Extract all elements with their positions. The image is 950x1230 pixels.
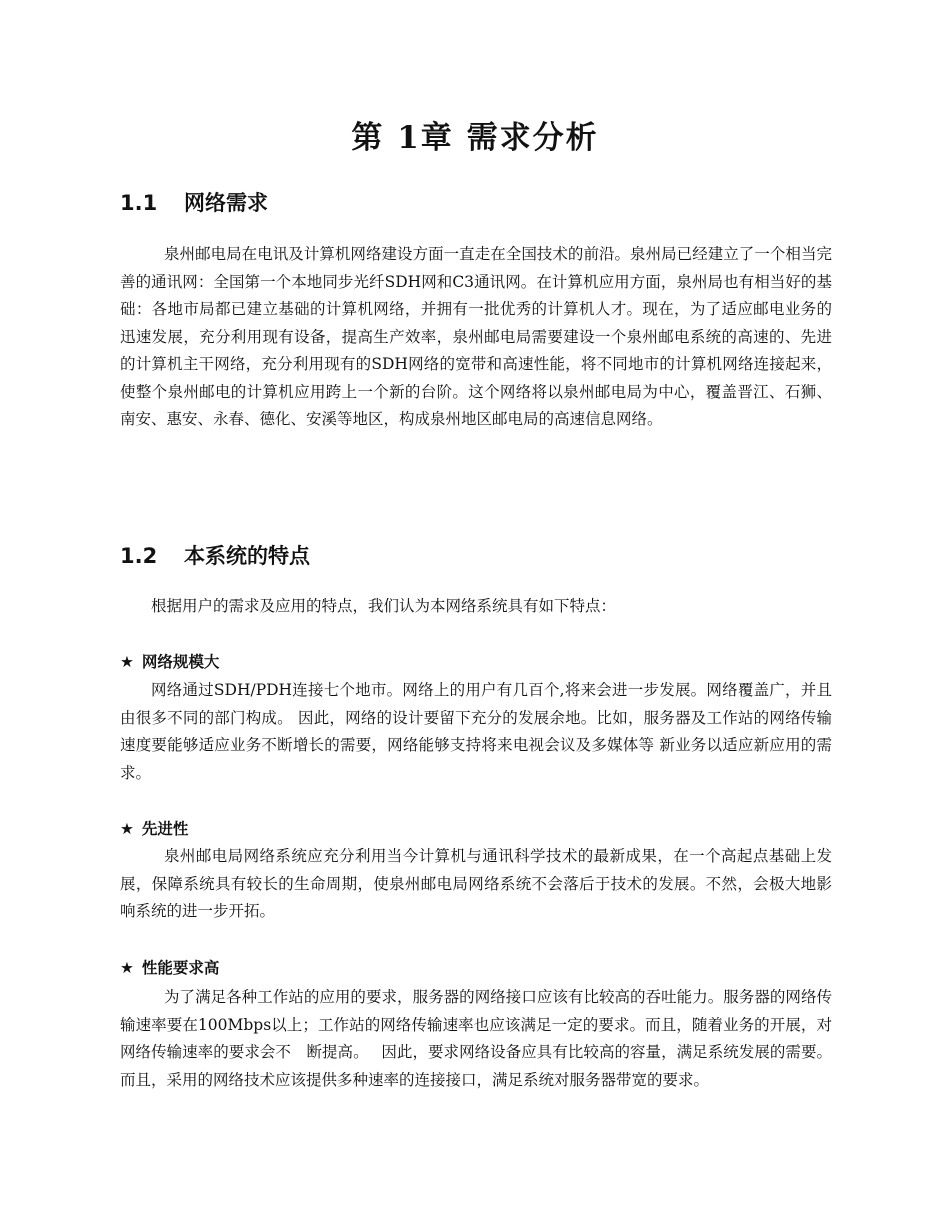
section-1-1-paragraph: 泉州邮电局在电讯及计算机网络建设方面一直走在全国技术的前沿。泉州局已经建立了一个相当完善的通讯网：全国第一个本地同步光纤SDH网和C3通讯网。在计算机应用方面，泉州局也有相当好的基础：各地市局都已建立基础的计算机网络，并拥有一批优秀的计算机人才。现在，为了适应邮电业务的迅速发展，充分利用现有设备，提高生产效率，泉州邮电局需要建设一个泉州邮电系统的高速的、先进的计算机主干网络，充分利用现有的SDH网络的宽带和高速性能，将不同地市的计算机网络连接起来，使整个泉州邮电的计算机应用跨上一个新的台阶。这个网络将以泉州邮电局为中心，覆盖晋江、石狮、南安、惠安、永春、德化、安溪等地区，构成泉州地区邮电局的高速信息网络。 xyxy=(120,245,832,428)
star-icon: ★ xyxy=(120,959,134,977)
star-icon: ★ xyxy=(120,820,134,838)
section-1-2-intro: 根据用户的需求及应用的特点，我们认为本网络系统具有如下特点： xyxy=(151,597,617,615)
chapter-title: 第 1章 需求分析 xyxy=(351,120,599,156)
feature-title-scale xyxy=(120,651,219,673)
feature-title-text: 性能要求高 xyxy=(141,959,220,977)
feature-title-text: 网络规模大 xyxy=(141,653,220,671)
feature-title-text: 先进性 xyxy=(141,820,189,838)
section-number: 1.2 xyxy=(120,544,158,568)
section-title: 本系统的特点 xyxy=(184,544,310,568)
feature-title-performance xyxy=(120,957,219,979)
section-heading-1-2 xyxy=(120,540,310,570)
section-heading-1-1 xyxy=(120,187,268,217)
star-icon: ★ xyxy=(120,653,134,671)
section-title: 网络需求 xyxy=(184,191,268,215)
feature-text-performance: 为了满足各种工作站的应用的要求，服务器的网络接口应该有比较高的吞吐能力。服务器的网络传输速率要在100Mbps以上；工作站的网络传输速率也应该满足一定的要求。而且，随着业务的开展，对网络传输速率的要求会不 断提高。 因此，要求网络设备应具有比较高的容量，满足系统发展的需要。而且，采用的网络技术应该提供多种速率的连接接口，满足系统对服务器带宽的要求。 xyxy=(120,988,832,1089)
feature-title-advanced xyxy=(120,818,188,840)
section-number: 1.1 xyxy=(120,191,158,215)
feature-text-scale: 网络通过SDH/PDH连接七个地市。网络上的用户有几百个,将来会进一步发展。网络覆盖广，并且由很多不同的部门构成。 因此，网络的设计要留下充分的发展余地。比如，服务器及工作站的网络传输 速度要能够适应业务不断增长的需要，网络能够支持将来电视会议及多媒体等 新业务以适应新应用的需求。 xyxy=(120,681,864,782)
feature-text-advanced: 泉州邮电局网络系统应充分利用当今计算机与通讯科学技术的最新成果，在一个高起点基础上发展，保障系统具有较长的生命周期，使泉州邮电局网络系统不会落后于技术的发展。不然，会极大地影响系统的进一步开拓。 xyxy=(120,847,832,920)
